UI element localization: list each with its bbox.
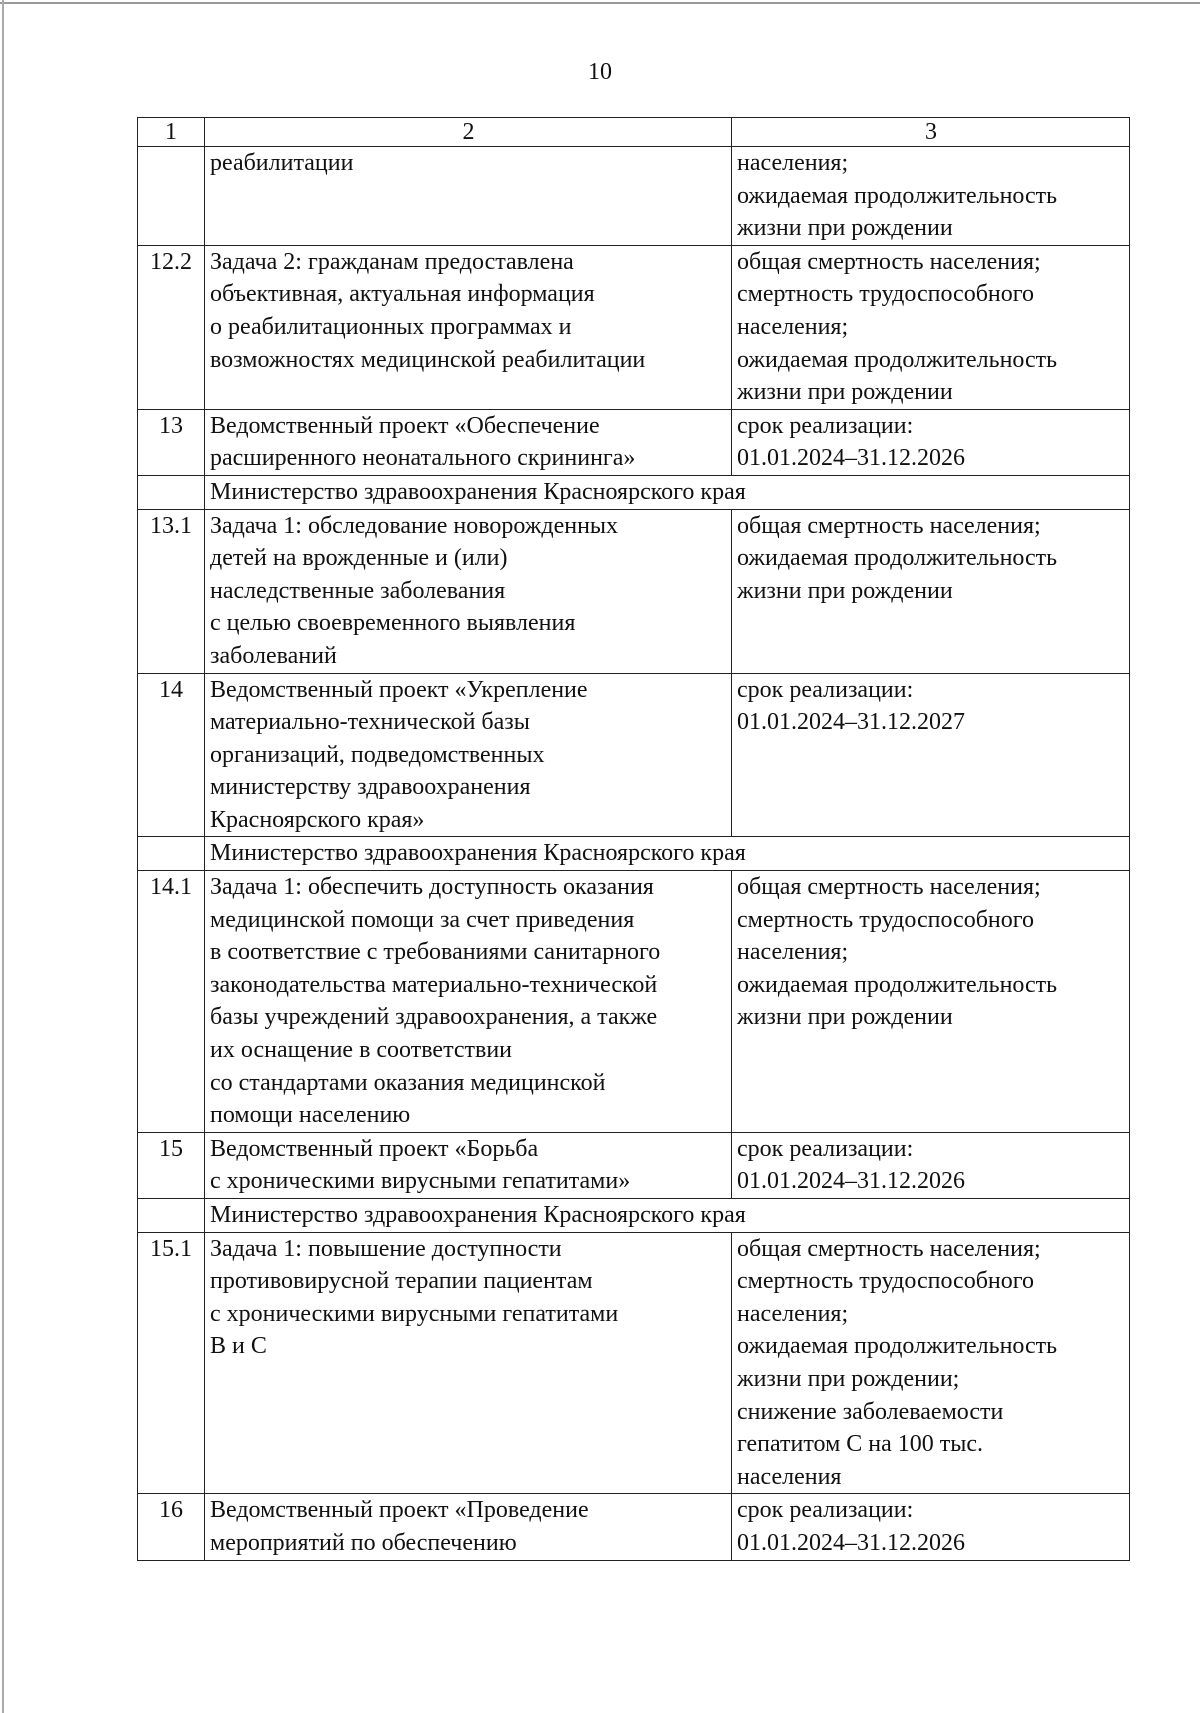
indicator-line: ожидаемая продолжительность (737, 545, 1058, 572)
row-number: 15.1 (138, 1232, 205, 1494)
task-description-line: Ведомственный проект «Борьба (210, 1135, 539, 1162)
task-description-line: Задача 2: гражданам предоставлена (210, 248, 574, 275)
table-body (138, 118, 1130, 1561)
indicator-line: населения; (737, 313, 849, 340)
table-row (138, 673, 1130, 837)
indicator-line: жизни при рождении; (737, 1365, 960, 1392)
indicator-line: общая смертность населения; (737, 512, 1041, 539)
indicator-line: общая смертность населения; (737, 248, 1041, 275)
indicator-cell (732, 1232, 1130, 1494)
row-number: 13.1 (138, 509, 205, 673)
indicator-line: срок реализации: (737, 676, 914, 703)
table-row (138, 871, 1130, 1133)
task-description-line: Задача 1: обеспечить доступность оказания (210, 874, 654, 901)
indicator-line: населения (737, 1463, 842, 1490)
indicator-line: смертность трудоспособного (737, 906, 1034, 933)
table-row (138, 1232, 1130, 1494)
column-header-3: 3 (732, 118, 1130, 147)
task-description-cell (205, 409, 732, 475)
indicator-line: ожидаемая продолжительность (737, 346, 1058, 373)
responsible-body-row: Министерство здравоохранения Красноярского края (205, 837, 1130, 871)
indicator-cell (732, 245, 1130, 409)
indicator-line: ожидаемая продолжительность (737, 1333, 1058, 1360)
indicator-line: 01.01.2024–31.12.2027 (737, 709, 965, 736)
task-description-line: Ведомственный проект «Проведение (210, 1497, 589, 1524)
task-description-line: их оснащение в соответствии (210, 1037, 513, 1064)
indicator-cell (732, 871, 1130, 1133)
indicator-line: населения; (737, 150, 849, 176)
page-number: 10 (588, 59, 612, 85)
task-description-line: с хроническими вирусными гепатитами (210, 1300, 619, 1327)
task-description-line: объективная, актуальная информация (210, 281, 595, 308)
task-description-line: В и С (210, 1333, 267, 1360)
task-description-line: Ведомственный проект «Укрепление (210, 676, 588, 703)
task-description-cell (205, 1494, 732, 1560)
indicator-line: жизни при рождении (737, 577, 953, 604)
indicator-line: 01.01.2024–31.12.2026 (737, 1529, 965, 1556)
task-description-line: заболеваний (210, 642, 337, 669)
indicator-line: жизни при рождении (737, 1004, 953, 1031)
task-description-line: возможностях медицинской реабилитации (210, 346, 646, 373)
indicator-line: общая смертность населения; (737, 1235, 1041, 1262)
row-number: 16 (138, 1494, 205, 1560)
column-header-1: 1 (138, 118, 205, 147)
indicator-cell (732, 147, 1130, 246)
indicator-line: 01.01.2024–31.12.2026 (737, 1168, 965, 1195)
indicator-line: жизни при рождении (737, 379, 953, 406)
indicator-cell (732, 509, 1130, 673)
task-description-line: с целью своевременного выявления (210, 610, 576, 637)
table-row (138, 409, 1130, 475)
row-number (138, 475, 205, 509)
task-description-line: Ведомственный проект «Обеспечение (210, 412, 600, 439)
task-description-line: расширенного неонатального скрининга» (210, 445, 636, 472)
task-description-line: Задача 1: повышение доступности (210, 1235, 562, 1262)
indicator-line: снижение заболеваемости (737, 1398, 1004, 1425)
task-description-line: материально-технической базы (210, 709, 530, 736)
task-description-cell (205, 245, 732, 409)
task-description-line: Задача 1: обследование новорожденных (210, 512, 619, 539)
task-description-line: мероприятий по обеспечению (210, 1529, 517, 1556)
responsible-body-row: Министерство здравоохранения Красноярского края (205, 1199, 1130, 1233)
indicator-line: ожидаемая продолжительность (737, 182, 1058, 209)
task-description-line: помощи населению (210, 1102, 411, 1129)
row-number: 13 (138, 409, 205, 475)
indicator-line: ожидаемая продолжительность (737, 971, 1058, 998)
task-description-line: детей на врожденные и (или) (210, 545, 508, 572)
task-description-line: базы учреждений здравоохранения, а также (210, 1004, 658, 1031)
task-description-line: о реабилитационных программах и (210, 313, 572, 340)
indicator-line: срок реализации: (737, 1135, 914, 1162)
row-number: 14.1 (138, 871, 205, 1133)
task-description-line: со стандартами оказания медицинской (210, 1069, 606, 1096)
task-description-line: противовирусной терапии пациентам (210, 1268, 593, 1295)
task-description-line: в соответствие с требованиями санитарного (210, 939, 661, 966)
table-row (138, 1494, 1130, 1560)
table-row (138, 475, 1130, 509)
task-description-line: наследственные заболевания (210, 577, 506, 604)
document-table (137, 117, 1130, 1561)
table-row (138, 837, 1130, 871)
indicator-line: населения; (737, 939, 849, 966)
task-description-line: реабилитации (210, 150, 354, 176)
indicator-line: срок реализации: (737, 1497, 914, 1524)
indicator-line: срок реализации: (737, 412, 914, 439)
indicator-line: общая смертность населения; (737, 874, 1041, 901)
task-description-cell (205, 1132, 732, 1198)
scan-border-left (2, 0, 4, 1713)
row-number: 14 (138, 673, 205, 837)
table-row (138, 245, 1130, 409)
task-description-line: с хроническими вирусными гепатитами» (210, 1168, 631, 1195)
indicator-line: 01.01.2024–31.12.2026 (737, 445, 965, 472)
indicator-line: жизни при рождении (737, 215, 953, 242)
row-number (138, 837, 205, 871)
task-description-line: Красноярского края» (210, 806, 425, 833)
indicator-line: населения; (737, 1300, 849, 1327)
row-number: 15 (138, 1132, 205, 1198)
task-description-cell (205, 147, 732, 246)
indicator-line: смертность трудоспособного (737, 1268, 1034, 1295)
indicator-cell (732, 1132, 1130, 1198)
task-description-cell (205, 509, 732, 673)
row-number (138, 147, 205, 246)
indicator-cell (732, 409, 1130, 475)
table-header-row (138, 118, 1130, 147)
task-description-line: законодательства материально-технической (210, 971, 658, 998)
indicator-cell (732, 673, 1130, 837)
table-row (138, 509, 1130, 673)
row-number (138, 1199, 205, 1233)
responsible-body-row: Министерство здравоохранения Красноярского края (205, 475, 1130, 509)
scan-border-top (0, 2, 1200, 4)
task-description-cell (205, 871, 732, 1133)
column-header-2: 2 (205, 118, 732, 147)
indicator-line: смертность трудоспособного (737, 281, 1034, 308)
table-row (138, 147, 1130, 246)
task-description-line: министерству здравоохранения (210, 774, 531, 801)
task-description-line: медицинской помощи за счет приведения (210, 906, 635, 933)
row-number: 12.2 (138, 245, 205, 409)
task-description-cell (205, 673, 732, 837)
table-row (138, 1199, 1130, 1233)
indicator-cell (732, 1494, 1130, 1560)
table-row (138, 1132, 1130, 1198)
task-description-cell (205, 1232, 732, 1494)
task-description-line: организаций, подведомственных (210, 741, 545, 768)
indicator-line: гепатитом С на 100 тыс. (737, 1431, 984, 1458)
